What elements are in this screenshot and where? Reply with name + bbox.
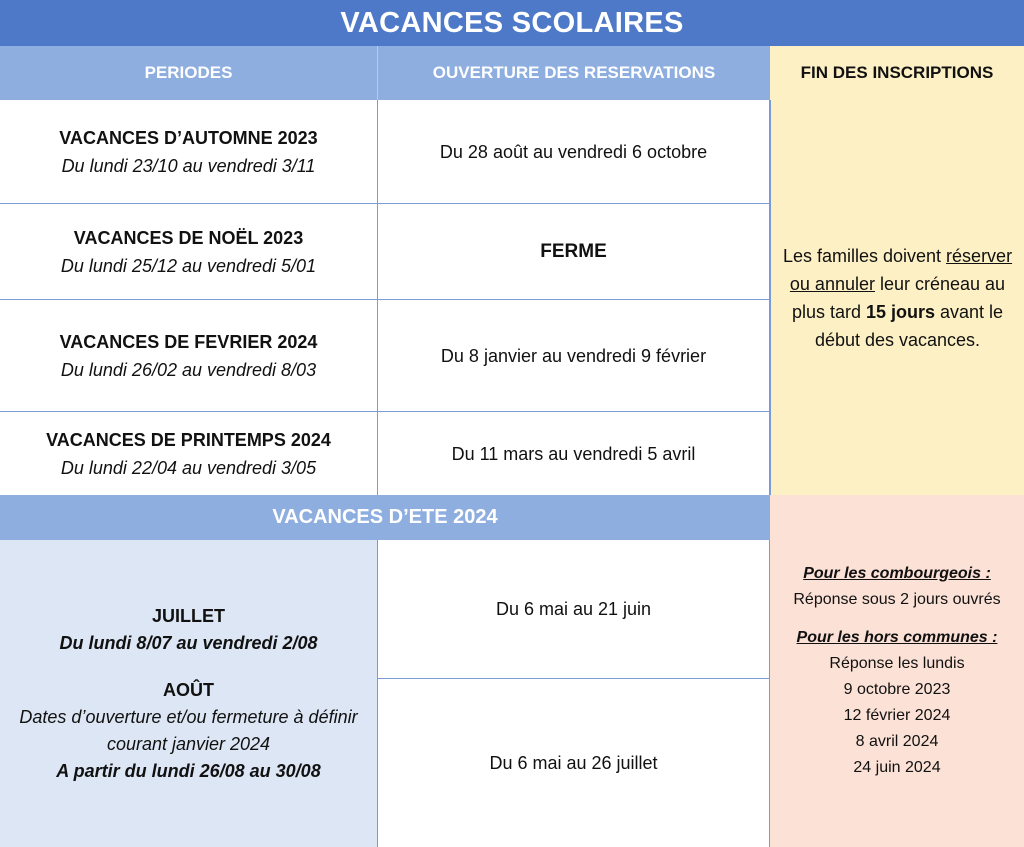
- reponse-date: 9 octobre 2023: [843, 681, 951, 698]
- period-name: VACANCES DE PRINTEMPS 2024: [46, 429, 331, 450]
- page-title: VACANCES SCOLAIRES: [0, 0, 1024, 46]
- note-underlined: réserver ou annuler: [789, 245, 1013, 294]
- reponse-note: [770, 495, 1024, 847]
- aout-opening-cell: [378, 679, 770, 847]
- opening-text: FERME: [540, 240, 607, 262]
- note-text-2: leur créneau au plus tard: [791, 273, 1006, 322]
- reponse-date: 12 février 2024: [843, 707, 951, 724]
- combourgeois-heading: Pour les combourgeois :: [803, 565, 991, 582]
- opening-cell-noel: [378, 204, 770, 300]
- period-dates: Du lundi 25/12 au vendredi 5/01: [60, 255, 317, 276]
- juillet-dates: Du lundi 8/07 au vendredi 2/08: [59, 632, 318, 653]
- period-name: VACANCES DE NOËL 2023: [73, 227, 304, 248]
- opening-text: Du 11 mars au vendredi 5 avril: [451, 443, 696, 464]
- opening-text: Du 28 août au vendredi 6 octobre: [439, 141, 708, 162]
- juillet-opening-cell: [378, 540, 770, 679]
- reponse-date: 24 juin 2024: [853, 759, 941, 776]
- reponse-date: 8 avril 2024: [855, 733, 939, 750]
- summer-header: VACANCES D’ETE 2024: [0, 495, 770, 540]
- opening-cell-printemps: [378, 412, 770, 495]
- period-cell-noel: [0, 204, 378, 300]
- period-dates: Du lundi 22/04 au vendredi 3/05: [60, 457, 317, 478]
- opening-text: Du 6 mai au 26 juillet: [489, 752, 658, 773]
- juillet-label: JUILLET: [151, 605, 225, 626]
- aout-dates: A partir du lundi 26/08 au 30/08: [56, 760, 321, 781]
- fin-inscriptions-note: [770, 100, 1024, 495]
- opening-cell-automne: [378, 100, 770, 204]
- header-periodes: PERIODES: [0, 46, 378, 100]
- aout-label: AOÛT: [163, 679, 214, 700]
- period-name: VACANCES DE FEVRIER 2024: [59, 331, 318, 352]
- header-ouverture: OUVERTURE DES RESERVATIONS: [378, 46, 770, 100]
- period-cell-fevrier: [0, 300, 378, 412]
- summer-periods-cell: [0, 540, 378, 847]
- note-text-3: avant le début des vacances.: [814, 301, 1004, 350]
- period-cell-printemps: [0, 412, 378, 495]
- hors-communes-heading: Pour les hors communes :: [796, 629, 998, 646]
- period-name: VACANCES D’AUTOMNE 2023: [59, 127, 318, 148]
- combourgeois-text: Réponse sous 2 jours ouvrés: [793, 591, 1001, 608]
- opening-cell-fevrier: [378, 300, 770, 412]
- note-text-1: Les familles doivent: [782, 245, 942, 266]
- opening-text: Du 8 janvier au vendredi 9 février: [440, 345, 707, 366]
- opening-text: Du 6 mai au 21 juin: [495, 598, 652, 619]
- note-bold: 15 jours: [865, 301, 936, 322]
- aout-note: Dates d’ouverture et/ou fermeture à définir courant janvier 2024: [19, 706, 358, 754]
- period-cell-automne: [0, 100, 378, 204]
- hors-communes-text: Réponse les lundis: [829, 655, 965, 672]
- header-fin-inscriptions: FIN DES INSCRIPTIONS: [770, 46, 1024, 100]
- period-dates: Du lundi 26/02 au vendredi 8/03: [60, 359, 317, 380]
- period-dates: Du lundi 23/10 au vendredi 3/11: [61, 155, 316, 176]
